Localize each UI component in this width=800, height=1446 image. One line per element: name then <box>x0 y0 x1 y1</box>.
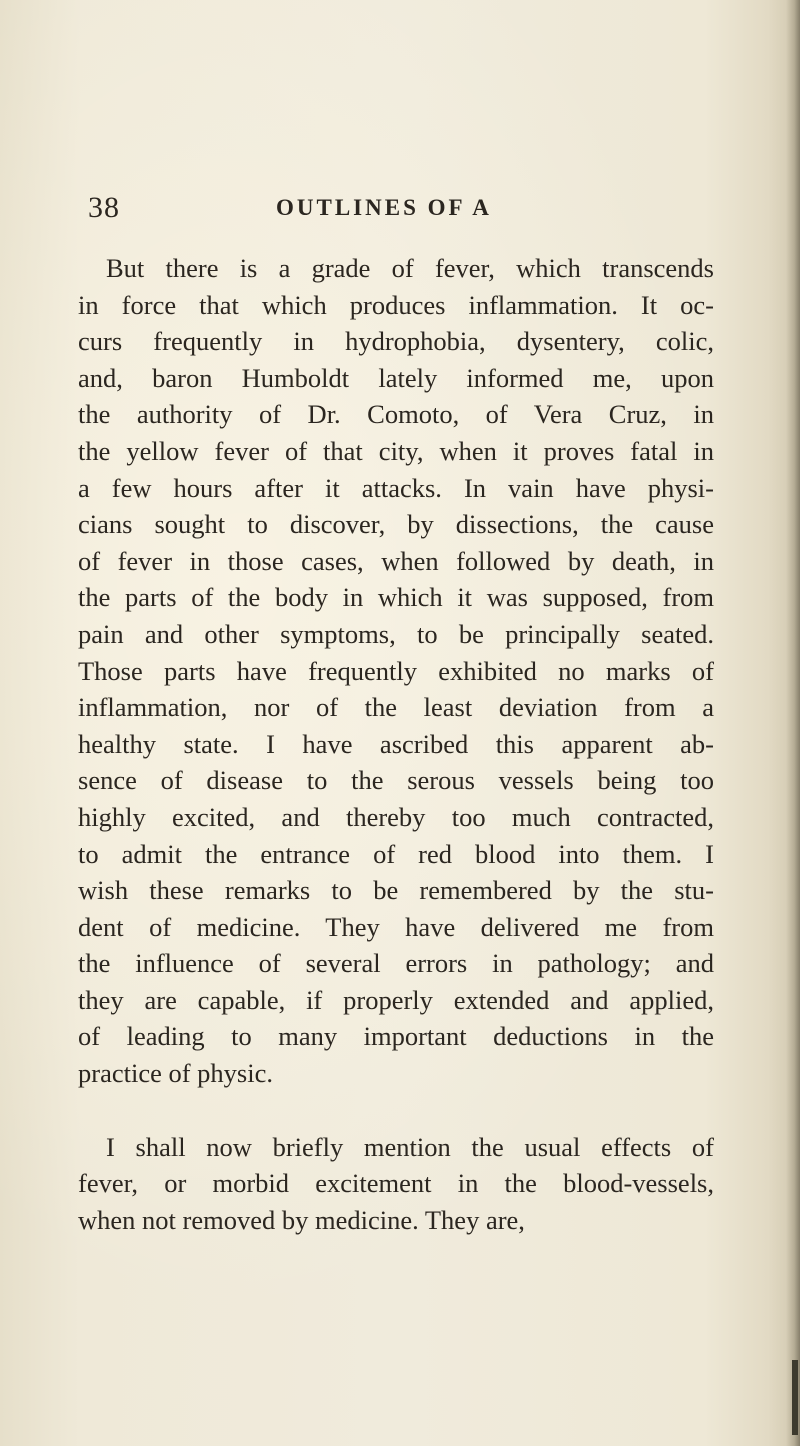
text-line: Those parts have frequently exhibited no marks of <box>78 655 714 686</box>
text-line: they are capable, if properly extended and applied, <box>78 984 714 1015</box>
text-line: in force that which produces inflammation. It oc- <box>78 289 714 320</box>
text-line: curs frequently in hydrophobia, dysentery, colic, <box>78 326 714 357</box>
text-line: and, baron Humboldt lately informed me, upon <box>78 362 714 393</box>
text-line: I shall now briefly mention the usual effects of <box>106 1131 714 1162</box>
text-line: the authority of Dr. Comoto, of Vera Cruz, in <box>78 399 714 430</box>
text-line: highly excited, and thereby too much contracted, <box>78 801 714 832</box>
text-line: when not removed by medicine. They are, <box>78 1204 525 1235</box>
text-line: healthy state. I have ascribed this apparent ab- <box>78 728 714 759</box>
text-line: the influence of several errors in pathology; and <box>78 948 714 979</box>
text-line: the parts of the body in which it was supposed, from <box>78 582 714 613</box>
text-line: dent of medicine. They have delivered me from <box>78 911 714 942</box>
text-line: pain and other symptoms, to be principally seated. <box>78 618 714 649</box>
text-line: fever, or morbid excitement in the blood-vessels, <box>78 1168 714 1199</box>
page-number: 38 <box>88 191 120 224</box>
running-head <box>88 188 728 228</box>
text-line: a few hours after it attacks. In vain have physi- <box>78 472 714 503</box>
paragraph-2 <box>78 1129 714 1239</box>
text-line: to admit the entrance of red blood into them. I <box>78 838 714 869</box>
text-line: the yellow fever of that city, when it proves fatal in <box>78 435 714 466</box>
text-line: of leading to many important deductions in the <box>78 1021 714 1052</box>
paragraph-gap <box>78 1092 714 1129</box>
text-line: of fever in those cases, when followed by death, in <box>78 545 714 576</box>
text-line: practice of physic. <box>78 1058 273 1089</box>
page-edge-shadow <box>786 0 800 1446</box>
paragraph-1 <box>78 250 714 1092</box>
text-line: inflammation, nor of the least deviation from a <box>78 692 714 723</box>
text-line: cians sought to discover, by dissections, the cause <box>78 509 714 540</box>
page-edge-mark <box>792 1360 798 1435</box>
running-title: OUTLINES OF A <box>276 195 492 220</box>
text-line: But there is a grade of fever, which transcends <box>106 253 714 283</box>
text-line: sence of disease to the serous vessels being too <box>78 765 714 796</box>
body-text <box>78 250 714 1238</box>
text-line: wish these remarks to be remembered by the stu- <box>78 875 714 906</box>
